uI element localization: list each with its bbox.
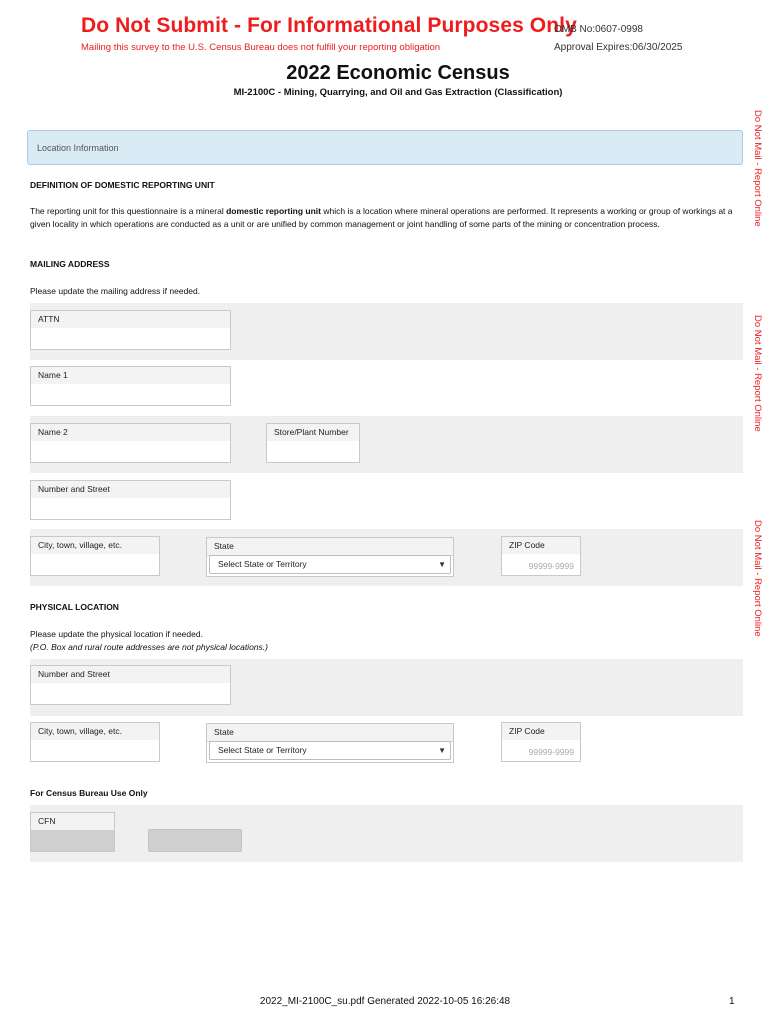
mailing-state-select[interactable] [209, 555, 451, 574]
physical-street-label: Number and Street [31, 666, 230, 684]
mailing-attn-field[interactable] [30, 310, 231, 350]
physical-instruction: Please update the physical location if needed. [30, 629, 203, 639]
cfn-field [30, 812, 115, 852]
mailing-street-label: Number and Street [31, 481, 230, 499]
page-subtitle: MI-2100C - Mining, Quarrying, and Oil and Gas Extraction (Classification) [233, 87, 563, 98]
cfn-value-disabled [31, 830, 114, 851]
chevron-down-icon: ▼ [438, 746, 446, 755]
definition-text [30, 205, 742, 231]
side-label-2: Do Not Mail - Report Online [752, 315, 763, 432]
mailing-street-input[interactable] [31, 498, 230, 519]
mailing-address-heading: MAILING ADDRESS [30, 259, 110, 269]
physical-note: (P.O. Box and rural route addresses are not physical locations.) [30, 642, 268, 652]
mailing-state-label: State [207, 538, 453, 556]
physical-zip-label: ZIP Code [502, 723, 580, 741]
physical-state-select[interactable] [209, 741, 451, 760]
mailing-city-input[interactable] [31, 554, 159, 575]
physical-state-field[interactable] [206, 723, 454, 763]
warning-subtitle: Mailing this survey to the U.S. Census Bureau does not fulfill your reporting obligation [81, 42, 441, 53]
mailing-store-field[interactable] [266, 423, 360, 463]
mailing-zip-placeholder: 99999-9999 [528, 561, 574, 571]
mailing-name1-field[interactable] [30, 366, 231, 406]
mailing-attn-input[interactable] [31, 328, 230, 349]
mailing-attn-label: ATTN [31, 311, 230, 329]
physical-state-selected: Select State or Territory [218, 745, 307, 755]
footer-generated: 2022_MI-2100C_su.pdf Generated 2022-10-05 16:26:48 [259, 996, 511, 1007]
census-use-row [30, 805, 743, 862]
chevron-down-icon: ▼ [438, 560, 446, 569]
mailing-instruction: Please update the mailing address if needed. [30, 286, 201, 296]
mailing-name1-input[interactable] [31, 384, 230, 405]
omb-number: OMB No:0607-0998 [554, 24, 643, 35]
physical-street-field[interactable] [30, 665, 231, 705]
side-label-3: Do Not Mail - Report Online [752, 520, 763, 637]
definition-text-bold: domestic reporting unit [226, 206, 321, 216]
physical-zip-field[interactable] [501, 722, 581, 762]
physical-location-heading: PHYSICAL LOCATION [30, 602, 119, 612]
definition-text-end: which is a location where mineral operations are performed. It represents a working or group of workings at a given locality in which operations are conducted as a unit or are unified by common management or joint handling of some parts of the mining or concentration process. [30, 206, 733, 229]
physical-zip-placeholder: 99999-9999 [528, 747, 574, 757]
mailing-street-field[interactable] [30, 480, 231, 520]
approval-expiration: Approval Expires:06/30/2025 [554, 42, 683, 53]
physical-street-input[interactable] [31, 683, 230, 704]
page-title: 2022 Economic Census [286, 62, 510, 84]
mailing-store-label: Store/Plant Number [267, 424, 359, 442]
mailing-state-selected: Select State or Territory [218, 559, 307, 569]
definition-heading: DEFINITION OF DOMESTIC REPORTING UNIT [30, 180, 215, 190]
location-information-bar [27, 130, 743, 165]
location-information-label: Location Information [37, 143, 119, 153]
mailing-zip-field[interactable] [501, 536, 581, 576]
census-use-heading: For Census Bureau Use Only [30, 788, 148, 798]
physical-city-label: City, town, village, etc. [31, 723, 159, 741]
mailing-store-input[interactable] [267, 441, 359, 462]
mailing-zip-input[interactable] [502, 554, 580, 575]
census-use-disabled-field [148, 829, 242, 852]
physical-city-input[interactable] [31, 740, 159, 761]
mailing-city-label: City, town, village, etc. [31, 537, 159, 555]
cfn-label: CFN [31, 813, 114, 831]
mailing-name2-input[interactable] [31, 441, 230, 462]
side-label-1: Do Not Mail - Report Online [752, 110, 763, 227]
page-number: 1 [729, 996, 735, 1007]
warning-title: Do Not Submit - For Informational Purposes Only [81, 14, 577, 37]
mailing-name1-label: Name 1 [31, 367, 230, 385]
physical-state-label: State [207, 724, 453, 742]
mailing-zip-label: ZIP Code [502, 537, 580, 555]
definition-text-start: The reporting unit for this questionnaire is a mineral [30, 206, 227, 216]
physical-city-field[interactable] [30, 722, 160, 762]
mailing-name2-label: Name 2 [31, 424, 230, 442]
physical-zip-input[interactable] [502, 740, 580, 761]
mailing-city-field[interactable] [30, 536, 160, 576]
mailing-name2-field[interactable] [30, 423, 231, 463]
mailing-state-field[interactable] [206, 537, 454, 577]
